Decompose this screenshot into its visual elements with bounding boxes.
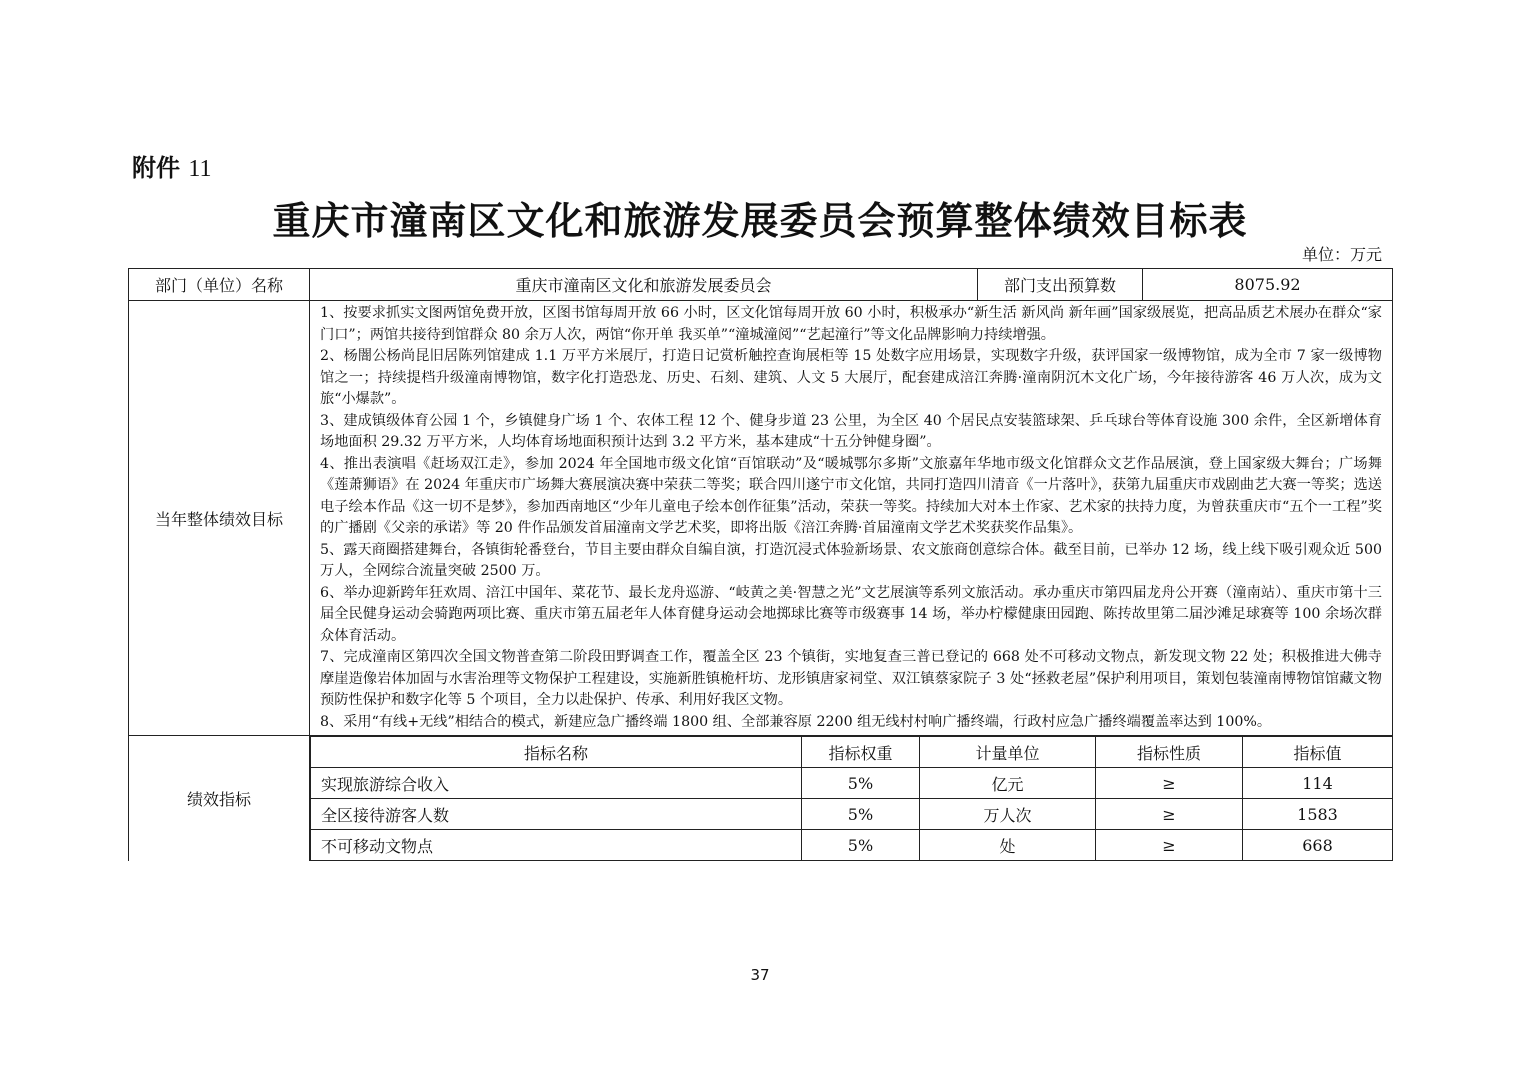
performance-table [128, 268, 1393, 861]
table-row [311, 799, 1393, 830]
indicator-value: 114 [1243, 768, 1393, 799]
goal-item: 5、露天商圈搭建舞台，各镇街轮番登台，节目主要由群众自编自演，打造沉浸式体验新场景、农文旅商创意综合体。截至目前，已举办 12 场，线上线下吸引观众近 500 万人，全网综合流量突破 2500 万。 [320, 541, 1382, 579]
col-header-nature: 指标性质 [1096, 737, 1243, 768]
indicators-header-row [311, 737, 1393, 768]
goal-item: 3、建成镇级体育公园 1 个，乡镇健身广场 1 个、农体工程 12 个、健身步道 23 公里，为全区 40 个居民点安装篮球架、乒乓球台等体育设施 300 余件，全区新增体育场地面积 29.32 万平方米，人均体育场地面积预计达到 3.2 平方米，基本建成“十五分钟健身圈”。 [320, 412, 1382, 450]
col-header-name: 指标名称 [311, 737, 802, 768]
goal-item: 7、完成潼南区第四次全国文物普查第二阶段田野调查工作，覆盖全区 23 个镇街，实地复查三普已登记的 668 处不可移动文物点，新发现文物 22 处；积极推进大佛寺摩崖造像岩体加固与水害治理等文物保护工程建设，实施新胜镇桅杆坊、龙形镇唐家祠堂、双江镇蔡家院子 3 处“拯救老屋”保护利用项目，策划包装潼南博物馆馆藏文物预防性保护和数字化等 5 个项目，全力以赴保护、传承、利用好我区文物。 [320, 649, 1382, 708]
goal-item: 2、杨闇公杨尚昆旧居陈列馆建成 1.1 万平方米展厅，打造日记赏析触控查询展柜等 15 处数字应用场景，实现数字升级，获评国家一级博物馆，成为全市 7 家一级博物馆之一；持续提档升级潼南博物馆，数字化打造恐龙、历史、石刻、建筑、人文 5 大展厅，配套建成涪江奔腾·潼南阴沉木文化广场，今年接待游客 46 万人次，成为文旅“小爆款”。 [320, 348, 1382, 407]
attachment-number: 11 [188, 156, 212, 182]
goals-row [129, 301, 1393, 736]
col-header-unit: 计量单位 [920, 737, 1096, 768]
unit-label: 单位：万元 [1301, 245, 1382, 264]
budget-label: 部门支出预算数 [978, 269, 1143, 301]
col-header-value: 指标值 [1243, 737, 1393, 768]
goal-item: 8、采用“有线+无线”相结合的模式，新建应急广播终端 1800 组、全部兼容原 2200 组无线村村响广播终端，行政村应急广播终端覆盖率达到 100%。 [320, 713, 1272, 730]
indicator-weight: 5% [802, 799, 920, 830]
document-title: 重庆市潼南区文化和旅游发展委员会预算整体绩效目标表 [272, 198, 1248, 243]
indicators-row [129, 736, 1393, 862]
budget-value: 8075.92 [1143, 269, 1393, 301]
indicator-unit: 万人次 [920, 799, 1096, 830]
table-row [311, 830, 1393, 861]
goal-item: 4、推出表演唱《赶场双江走》，参加 2024 年全国地市级文化馆“百馆联动”及“暖城鄂尔多斯”文旅嘉年华地市级文化馆群众文艺作品展演，登上国家级大舞台；广场舞《莲萧狮语》在 2024 年重庆市广场舞大赛展演决赛中荣获二等奖；联合四川遂宁市文化馆，共同打造四川清音《一片落叶》，获第九届重庆市戏剧曲艺大赛一等奖；选送电子绘本作品《这一切不是梦》，参加西南地区“少年儿童电子绘本创作征集”活动，荣获一等奖。持续加大对本土作家、艺术家的扶持力度，为曾获重庆市“五个一工程”奖的广播剧《父亲的承诺》等 20 件作品颁发首届潼南文学艺术奖，即将出版《涪江奔腾·首届潼南文学艺术奖获奖作品集》。 [320, 455, 1382, 536]
goal-item: 6、举办迎新跨年狂欢周、涪江中国年、菜花节、最长龙舟巡游、“岐黄之美·智慧之光”文艺展演等系列文旅活动。承办重庆市第四届龙舟公开赛（潼南站）、重庆市第十三届全民健身运动会骑跑两项比赛、重庆市第五届老年人体育健身运动会地掷球比赛等市级赛事 14 场，举办柠檬健康田园跑、陈抟故里第二届沙滩足球赛等 100 余场次群众体育活动。 [320, 584, 1382, 644]
indicators-table [310, 736, 1393, 861]
indicator-weight: 5% [802, 768, 920, 799]
page-number: 37 [750, 966, 770, 984]
attachment-label [132, 148, 211, 183]
indicator-unit: 处 [920, 830, 1096, 861]
table-row [311, 768, 1393, 799]
col-header-weight: 指标权重 [802, 737, 920, 768]
indicator-weight: 5% [802, 830, 920, 861]
goals-content [310, 301, 1393, 736]
indicator-unit: 亿元 [920, 768, 1096, 799]
indicator-name: 不可移动文物点 [311, 830, 802, 861]
dept-label: 部门（单位）名称 [129, 269, 310, 301]
goals-label: 当年整体绩效目标 [129, 301, 310, 736]
header-row [129, 269, 1393, 301]
indicator-nature: ≥ [1096, 830, 1243, 861]
dept-name: 重庆市潼南区文化和旅游发展委员会 [310, 269, 978, 301]
indicator-value: 1583 [1243, 799, 1393, 830]
goal-item: 1、按要求抓实文图两馆免费开放，区图书馆每周开放 66 小时，区文化馆每周开放 60 小时，积极承办“新生活 新风尚 新年画”国家级展览，把高品质艺术展办在群众“家门口”；两馆共接待到馆群众 80 余万人次，两馆“你开单 我买单”“潼城潼阅”“艺起潼行”等文化品牌影响力持续增强。 [320, 305, 1382, 343]
indicators-container [310, 736, 1393, 862]
indicator-nature: ≥ [1096, 799, 1243, 830]
indicator-name: 实现旅游综合收入 [311, 768, 802, 799]
attachment-word: 附件 [132, 154, 180, 182]
indicator-nature: ≥ [1096, 768, 1243, 799]
indicator-name: 全区接待游客人数 [311, 799, 802, 830]
indicators-label: 绩效指标 [129, 736, 310, 862]
indicator-value: 668 [1243, 830, 1393, 861]
